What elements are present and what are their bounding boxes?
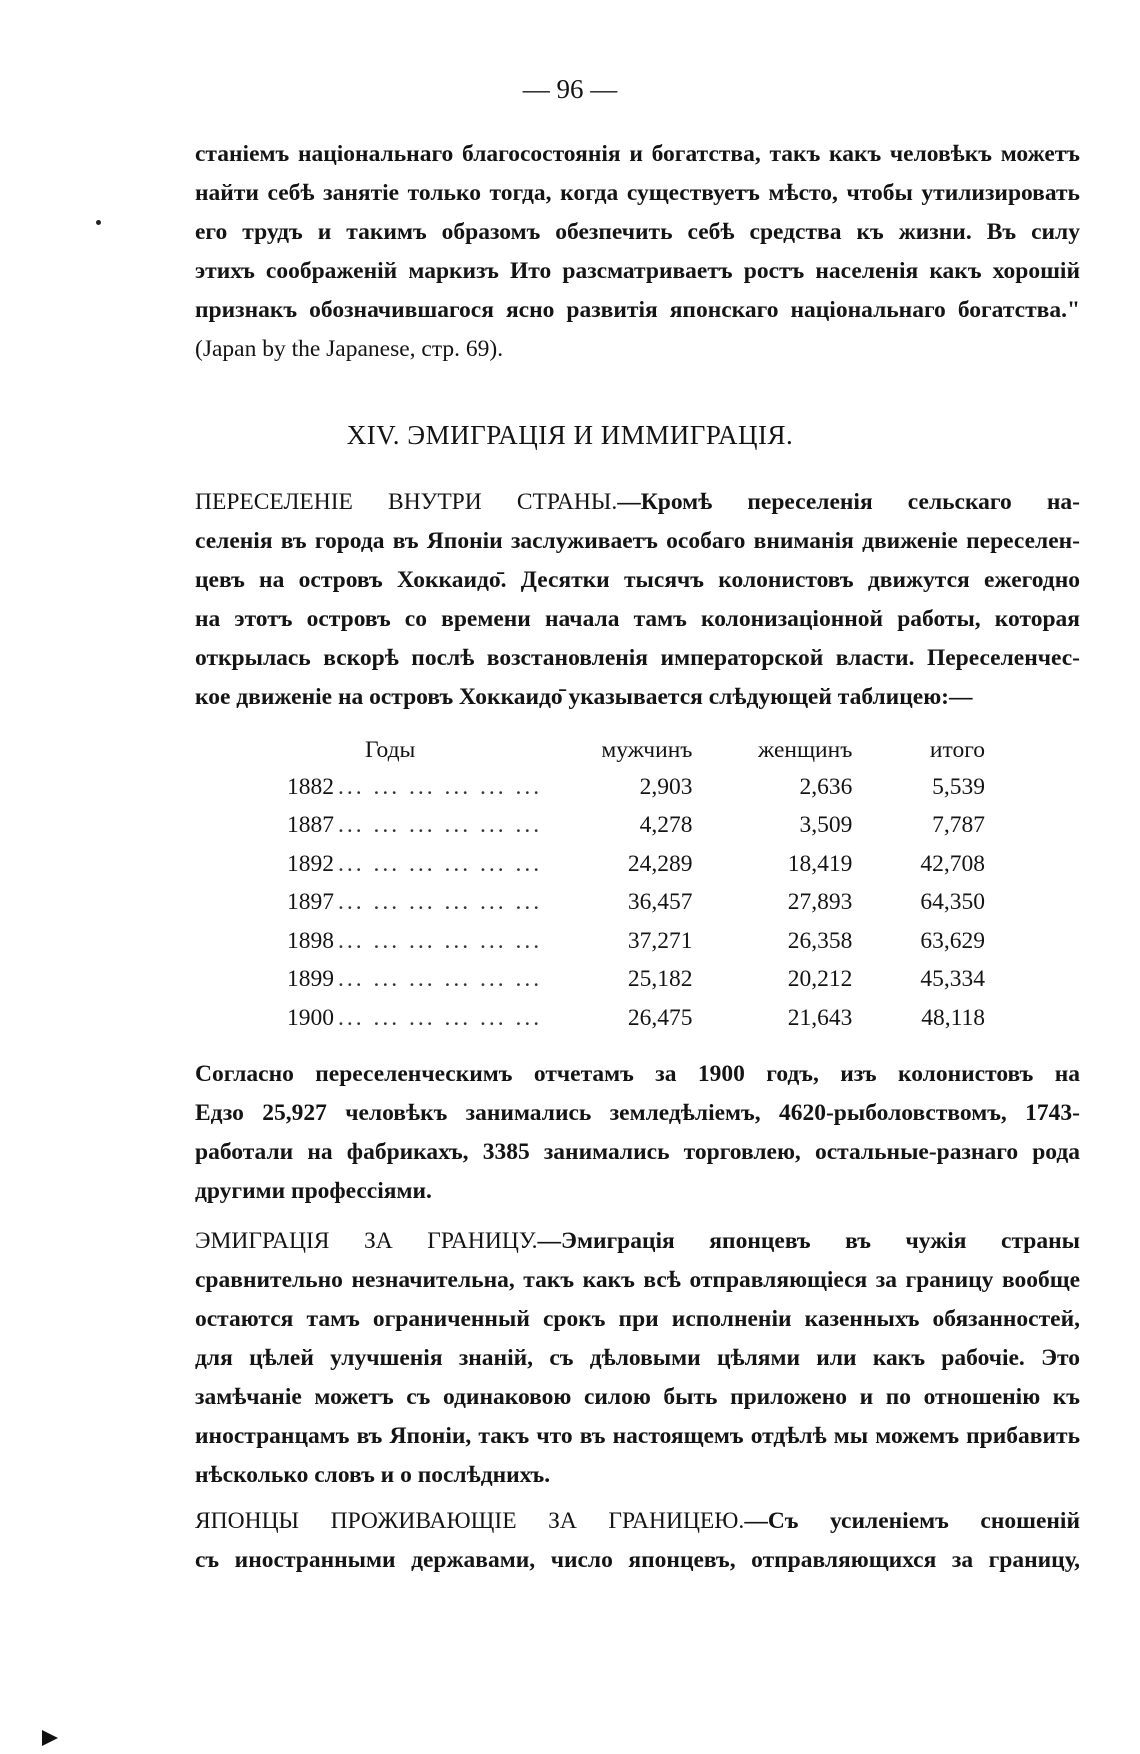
- cell-women: 26,358: [787, 927, 853, 954]
- text-line-rest: —Кромѣ переселенія сельскаго на-: [617, 489, 1080, 515]
- text-line: сравнительно незначительна, такъ какъ всѣ отправляющіеся за границу вообще: [195, 1267, 1080, 1293]
- cell-year-with-leader: [265, 884, 567, 923]
- text-line: его трудъ и такимъ образомъ обезпечить себѣ средства къ жизни. Въ силу: [195, 219, 1080, 245]
- section-heading: ЭМИГРАЦІЯ ЗА ГРАНИЦУ.: [195, 1228, 538, 1254]
- text-line: кое движеніе на островъ Хоккаидо̄ указывается слѣдующей таблицею:—: [195, 684, 973, 710]
- cell-year: 1900: [287, 1004, 334, 1031]
- section-heading: ПЕРЕСЕЛЕНІЕ ВНУТРИ СТРАНЫ.: [195, 489, 618, 515]
- table-row: [265, 884, 985, 923]
- text-line: [195, 1502, 1080, 1541]
- text-line: замѣчаніе можетъ съ одинаковою силою быть приложено и по отношенію къ: [195, 1384, 1080, 1410]
- section-japanese-abroad: [195, 1502, 1080, 1580]
- scan-corner-mark: [42, 1730, 58, 1746]
- cell-total: 42,708: [920, 850, 985, 877]
- cell-total: 63,629: [920, 927, 985, 954]
- dot-leader: ... ... ... ... ... ...: [338, 966, 543, 993]
- cell-year: 1892: [287, 850, 334, 877]
- text-line: [195, 483, 1080, 522]
- cell-year: 1897: [287, 889, 334, 916]
- cell-women: 2,636: [799, 773, 853, 800]
- cell-year-with-leader: [265, 922, 567, 961]
- section-internal-migration: [195, 483, 1080, 717]
- cell-year: 1887: [287, 812, 334, 839]
- cell-women: 27,893: [787, 889, 853, 916]
- cell-total: 48,118: [921, 1004, 985, 1031]
- section-emigration-abroad: [195, 1222, 1080, 1495]
- table-row: [265, 922, 985, 961]
- cell-women: 3,509: [799, 812, 853, 839]
- text-line: другими профессіями.: [195, 1178, 432, 1204]
- text-line: остаются тамъ ограниченный срокъ при исполненіи казенныхъ обязанностей,: [195, 1306, 1080, 1332]
- table-row: [265, 999, 985, 1038]
- dot-leader: ... ... ... ... ... ...: [338, 773, 543, 800]
- migration-table: [265, 732, 985, 1038]
- cell-men: 36,457: [627, 889, 693, 916]
- table-row: [265, 807, 985, 846]
- table-header-row: [265, 732, 985, 768]
- cell-year: 1899: [287, 966, 334, 993]
- cell-women: 18,419: [787, 850, 853, 877]
- table-row: [265, 768, 985, 807]
- text-line: (Japan by the Japanese, стр. 69).: [195, 336, 504, 362]
- text-line: иностранцамъ въ Японіи, такъ что въ настоящемъ отдѣлѣ мы можемъ прибавить: [195, 1423, 1080, 1449]
- text-line-rest: —Эмиграція японцевъ въ чужія страны: [537, 1228, 1080, 1254]
- header-women: женщинъ: [758, 736, 853, 763]
- cell-year: 1882: [287, 773, 334, 800]
- dot-leader: ... ... ... ... ... ...: [338, 812, 543, 839]
- cell-year: 1898: [287, 927, 334, 954]
- text-line-rest: —Съ усиленіемъ сношеній: [744, 1508, 1080, 1534]
- table-row: [265, 845, 985, 884]
- cell-women: 21,643: [787, 1004, 853, 1031]
- dot-leader: ... ... ... ... ... ...: [338, 850, 543, 877]
- text-line: селенія въ города въ Японіи заслуживаетъ особаго вниманія движеніе переселен-: [195, 528, 1080, 554]
- text-line: нѣсколько словъ и о послѣднихъ.: [195, 1462, 551, 1488]
- text-line: [195, 1222, 1080, 1261]
- table-row: [265, 961, 985, 1000]
- cell-total: 45,334: [920, 966, 985, 993]
- ink-speck: [96, 220, 101, 225]
- cell-total: 7,787: [932, 812, 985, 839]
- cell-year-with-leader: [265, 961, 567, 1000]
- cell-men: 4,278: [639, 812, 693, 839]
- paragraph-settler-reports: [195, 1055, 1080, 1211]
- dot-leader: ... ... ... ... ... ...: [338, 1004, 543, 1031]
- header-years: Годы: [365, 736, 416, 763]
- text-line: Едзо 25,927 человѣкъ занимались земледѣліемъ, 4620-рыболовствомъ, 1743-: [195, 1100, 1080, 1126]
- header-men: мужчинъ: [601, 736, 693, 763]
- cell-total: 64,350: [920, 889, 985, 916]
- cell-year-with-leader: [265, 845, 567, 884]
- cell-women: 20,212: [787, 966, 853, 993]
- cell-men: 2,903: [639, 773, 693, 800]
- cell-men: 25,182: [627, 966, 693, 993]
- dot-leader: ... ... ... ... ... ...: [338, 889, 543, 916]
- cell-men: 37,271: [627, 927, 693, 954]
- header-total: итого: [929, 736, 985, 763]
- cell-total: 5,539: [932, 773, 985, 800]
- text-line: Согласно переселенческимъ отчетамъ за 1900 годъ, изъ колонистовъ на: [195, 1061, 1080, 1087]
- text-line: признакъ обозначившагося ясно развитія японскаго національнаго богатства.": [195, 297, 1080, 323]
- page-number: — 96 —: [522, 74, 618, 104]
- text-line: для цѣлей улучшенія знаній, съ дѣловыми цѣлями или какъ рабочіе. Это: [195, 1345, 1080, 1371]
- text-line: найти себѣ занятіе только тогда, когда существуетъ мѣсто, чтобы утилизировать: [195, 180, 1080, 206]
- section-heading: ЯПОНЦЫ ПРОЖИВАЮЩІЕ ЗА ГРАНИЦЕЮ.: [195, 1508, 745, 1534]
- text-line: открылась вскорѣ послѣ возстановленія императорской власти. Переселенчес-: [195, 645, 1080, 671]
- paragraph-intro-quote: [195, 135, 1080, 369]
- dot-leader: ... ... ... ... ... ...: [338, 927, 543, 954]
- cell-year-with-leader: [265, 999, 567, 1038]
- text-line: цевъ на островъ Хоккаидо̄. Десятки тысячъ колонистовъ движутся ежегодно: [195, 567, 1080, 593]
- text-line: съ иностранными державами, число японцевъ, отправляющихся за границу,: [195, 1547, 1080, 1573]
- cell-year-with-leader: [265, 807, 567, 846]
- cell-men: 26,475: [627, 1004, 693, 1031]
- text-line: на этотъ островъ со времени начала тамъ колонизаціонной работы, которая: [195, 606, 1080, 632]
- chapter-title: XIV. ЭМИГРАЦІЯ И ИММИГРАЦІЯ.: [346, 420, 794, 450]
- cell-men: 24,289: [627, 850, 693, 877]
- text-line: этихъ соображеній маркизъ Ито разсматриваетъ ростъ населенія какъ хорошій: [195, 258, 1080, 284]
- text-line: станіемъ національнаго благосостоянія и богатства, такъ какъ человѣкъ можетъ: [195, 141, 1080, 167]
- text-line: работали на фабрикахъ, 3385 занимались торговлею, остальные-разнаго рода: [195, 1139, 1080, 1165]
- cell-year-with-leader: [265, 768, 567, 807]
